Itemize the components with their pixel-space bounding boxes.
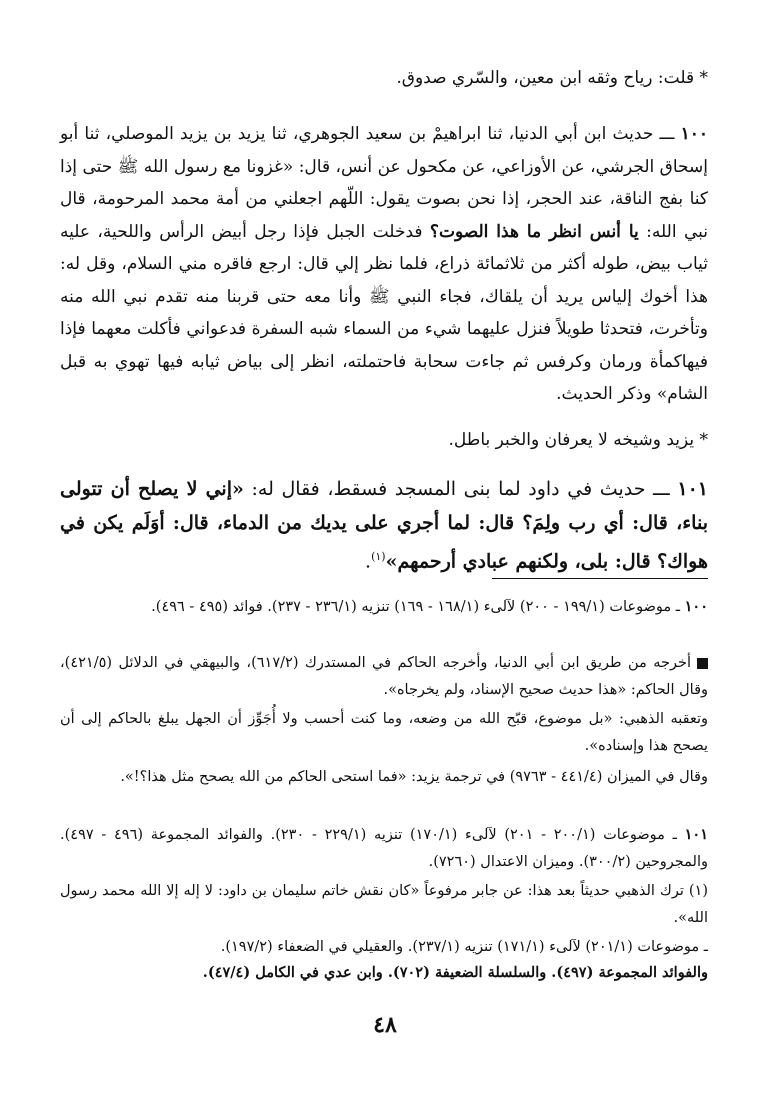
- footnote-100-b: وتعقبه الذهبي: «بل موضوع، قبّح الله من وضعه، وما كنت أحسب ولا أُجَوِّز أن الجهل يبلغ بالحاكم إلى أن يصحح هذا وإسناده».: [60, 711, 708, 754]
- footnote-101: [60, 822, 708, 875]
- footnote-100: [60, 594, 708, 621]
- footnote-1: (١) ترك الذهبي حديثاً بعد هذا: عن جابر مرفوعاً «كان نقش خاتم سليمان بن داود: لا إله إلا الله محمد رسول الله».: [60, 883, 708, 926]
- hadith-101-bold: «إني لا يصلح أن تتولى بناء، قال: أي رب ولِمَ؟ قال: لما أجري على يديك من الدماء، قال: أوَلَم يكن في هواك؟ قال: بلى، ولكنهم عبادي أرحمهم»: [60, 478, 708, 573]
- hadith-101: [60, 472, 708, 578]
- footnote-101-number: ١٠١: [684, 826, 708, 843]
- hadith-100-number: ١٠٠: [680, 124, 708, 144]
- footnote-separator: [492, 578, 708, 579]
- hadith-100-rest: فدخلت الجبل فإذا رجل أبيض الرأس واللحية، عليه ثياب بيض، طوله أكثر من ثلاثمائة ذراع، فلما نظر إلي قال: ارجع فاقره مني السلام، وقل له: هذا أخوك إلياس يريد أن يلقاك، فجاء النبي ﷺ وأنا معه حتى قربنا منه تقدم نبي الله منه وتأخرت، فتحدثا طويلاً فنزل عليهما شيء من السماء شبه السفرة فدعواني فأكلت معهما فإذا فيهاكمأة ورمان وكرفس ثم جاءت سحابة فاحتملته، انظر إلى بياض ثيابه فيها تهوي به قبل الشام» وذكر الحديث.: [60, 221, 708, 404]
- footnote-marker: (١): [371, 550, 386, 563]
- note-yazid: * يزيد وشيخه لا يعرفان والخبر باطل.: [448, 430, 708, 450]
- footnote-100-number: ١٠٠: [684, 598, 708, 615]
- footnote-100-a-text: أخرجه من طريق ابن أبي الدنيا، وأخرجه الحاكم في المستدرك (٦١٧/٢)، والبيهقي في الدلائل (٤٢١/٥)، وقال الحاكم: «هذا حديث صحيح الإسناد، ولم يخرجاه».: [60, 655, 708, 698]
- footnote-1-refs-a: ـ موضوعات (٢٠١/١) لآلىء (١٧١/١) تنزيه (٢٣٧/١). والعقيلي في الضعفاء (١٩٧/٢).: [220, 939, 708, 955]
- hadith-100: [60, 118, 708, 411]
- hadith-101-text: ـــ حديث في داود لما بنى المسجد فسقط، فقال له:: [251, 478, 670, 500]
- footnote-101-text: ـ موضوعات (٢٠٠/١ - ٢٠١) لآلىء (١٧٠/١) تنزيه (٢٢٩/١ - ٢٣٠). والفوائد المجموعة (٤٩٦ - ٤٩٧). والمجروحين (٣٠٠/٢). وميزان الاعتدال (٧٢٦٠).: [60, 827, 708, 870]
- note-line-1: * قلت: رياح وثقه ابن معين، والسّري صدوق.: [396, 68, 708, 88]
- square-bullet-icon: [697, 658, 708, 669]
- footnote-100-a: [60, 650, 708, 703]
- hadith-101-end: .: [365, 550, 372, 573]
- hadith-101-number: ١٠١: [677, 478, 708, 500]
- hadith-100-text: ـــ حديث ابن أبي الدنيا، ثنا ابراهيمْ بن سعيد الجوهري، ثنا يزيد بن يزيد الموصلي، ثنا أبو إسحاق الجرشي، عن الأوزاعي، عن مكحول عن أنس، قال: «غزونا مع رسول الله ﷺ حتى إذا كنا بفج الناقة، عند الحجر، إذا نحن بصوت يقول: اللّهم اجعلني من أمة محمد المرحومة، قال نبي الله:: [60, 124, 708, 242]
- footnote-1-refs-b: والفوائد المجموعة (٤٩٧). والسلسلة الضعيفة (٧٠٢). وابن عدي في الكامل (٤٧/٤).: [202, 964, 708, 981]
- page-number: ٤٨: [373, 1012, 397, 1038]
- footnote-100-text: ـ موضوعات (١٩٩/١ - ٢٠٠) لآلىء (١٦٨/١ - ١٦٩) تنزيه (٢٣٦/١ - ٢٣٧). فوائد (٤٩٥ - ٤٩٦).: [151, 599, 681, 615]
- hadith-100-bold: يا أنس انظر ما هذا الصوت؟: [429, 221, 639, 242]
- footnote-100-c: وقال في الميزان (٤٤١/٤ - ٩٧٦٣) في ترجمة يزيد: «فما استحى الحاكم من الله يصحح مثل هذا؟!».: [120, 769, 708, 785]
